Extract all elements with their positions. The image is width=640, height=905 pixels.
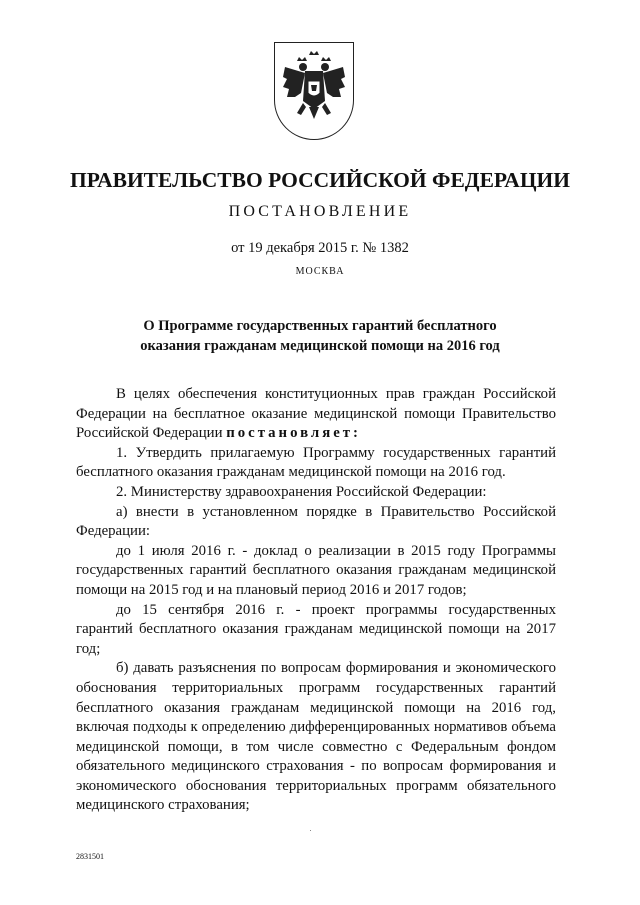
paragraph-2b: б) давать разъяснения по вопросам формирования и экономического обоснования территориальных программ государственных гарантий бесплатного оказания гражданам медицинской помощи на 2016 год, включая подходы к определению дифференцированных нормативов объема медицинской помощи, в том числе совместно с Федеральным фондом обязательного медицинского страхования - по вопросам формирования и экономического обоснования территориальных программ обязательного медицинского страхования; — [76, 660, 556, 814]
coat-of-arms-icon — [274, 42, 354, 140]
government-title: ПРАВИТЕЛЬСТВО РОССИЙСКОЙ ФЕДЕРАЦИИ — [69, 168, 570, 192]
document-type: ПОСТАНОВЛЕНИЕ — [228, 203, 412, 220]
paragraph-2a-item-2: до 15 сентября 2016 г. - проект программы государственных гарантий бесплатного оказания гражданам медицинской помощи на 2017 год; — [76, 601, 556, 657]
paragraph-2a: а) внести в установленном порядке в Правительство Российской Федерации: — [76, 503, 556, 540]
subject-line-1: О Программе государственных гарантий бесплатного — [143, 318, 497, 334]
document-subject — [0, 316, 640, 356]
footer-code: 2831501 — [76, 852, 104, 861]
scan-dot — [310, 830, 311, 831]
document-date-number: от 19 декабря 2015 г. № 1382 — [231, 240, 409, 256]
paragraph-1: 1. Утвердить прилагаемую Программу государственных гарантий бесплатного оказания гражданам медицинской помощи на 2016 год. — [76, 444, 556, 481]
paragraph-2: 2. Министерству здравоохранения Российской Федерации: — [116, 483, 487, 500]
document-city: МОСКВА — [295, 266, 345, 277]
preamble-text: В целях обеспечения конституционных прав граждан Российской Федерации на бесплатное оказание медицинской помощи Правительство Российской Федерации — [76, 386, 556, 442]
paragraph-preamble — [76, 385, 556, 444]
paragraph-2a-item-1: до 1 июля 2016 г. - доклад о реализации в 2015 году Программы государственных гарантий бесплатного оказания гражданам медицинской помощи на 2015 год и на плановый период 2016 и 2017 годов; — [76, 542, 556, 598]
subject-line-2: оказания гражданам медицинской помощи на 2016 год — [140, 338, 500, 354]
decree-keyword: постановляет: — [226, 425, 361, 442]
document-body — [76, 385, 556, 816]
